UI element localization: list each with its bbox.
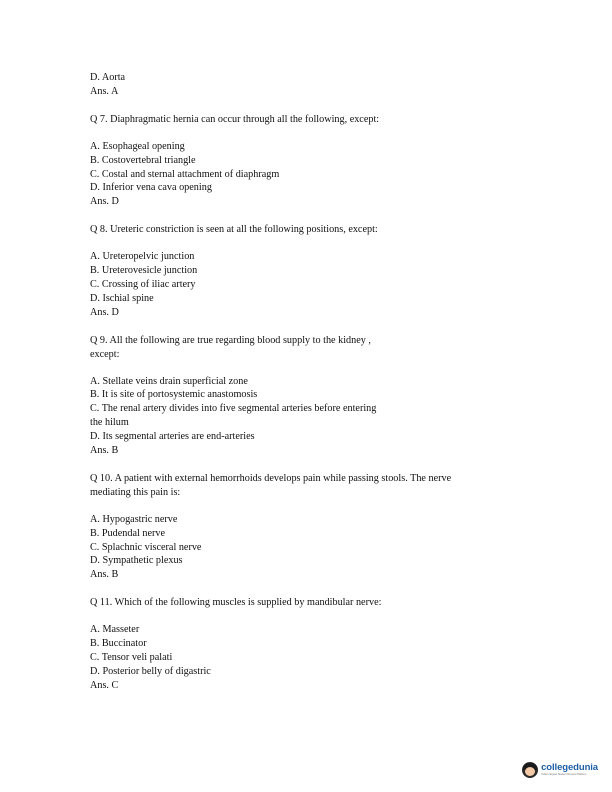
- question-text: Q 7. Diaphragmatic hernia can occur through all the following, except:: [90, 113, 380, 125]
- question-text: Q 10. A patient with external hemorrhoids develops pain while passing stools. The nerve: [90, 472, 452, 484]
- option-text: D. Posterior belly of digastric: [90, 665, 211, 677]
- option-text-continued: the hilum: [90, 417, 129, 429]
- option-text: A. Ureteropelvic junction: [90, 251, 195, 263]
- option-text: A. Stellate veins drain superficial zone: [90, 375, 248, 387]
- question-text-continued: except:: [90, 348, 120, 360]
- question-block-9: [90, 334, 530, 458]
- option-text: A. Hypogastric nerve: [90, 513, 178, 525]
- answer-text: Ans. D: [90, 196, 119, 208]
- question-block-7: [90, 113, 530, 209]
- option-text: D. Ischial spine: [90, 292, 154, 304]
- option-text: D. Sympathetic plexus: [90, 555, 183, 567]
- logo-name: collegedunia: [541, 762, 598, 774]
- option-text: B. Costovertebral triangle: [90, 154, 196, 166]
- lead-block: [90, 71, 530, 99]
- question-text: Q 9. All the following are true regarding blood supply to the kidney ,: [90, 334, 371, 346]
- option-text: C. Crossing of iliac artery: [90, 278, 196, 290]
- collegedunia-logo: [522, 762, 598, 778]
- option-text: D. Inferior vena cava opening: [90, 182, 212, 194]
- answer-text: Ans. B: [90, 445, 119, 457]
- mascot-icon: [522, 762, 538, 778]
- option-text: C. Costal and sternal attachment of diaphragm: [90, 168, 280, 180]
- logo-tagline: India's largest Student Review Platform: [541, 772, 587, 776]
- option-text: C. The renal artery divides into five segmental arteries before entering: [90, 403, 377, 415]
- option-text: B. Buccinator: [90, 638, 147, 650]
- question-text: Q 11. Which of the following muscles is supplied by mandibular nerve:: [90, 597, 382, 609]
- option-text: C. Tensor veli palati: [90, 652, 173, 663]
- answer-text: Ans. A: [90, 85, 119, 97]
- answer-text: Ans. B: [90, 569, 119, 581]
- question-list: [90, 71, 530, 693]
- answer-text: Ans. D: [90, 306, 119, 318]
- question-text-continued: mediating this pain is:: [90, 486, 181, 498]
- option-text: B. Pudendal nerve: [90, 527, 165, 539]
- logo-text: [541, 763, 598, 776]
- option-text: A. Masseter: [90, 624, 140, 636]
- option-text: D. Aorta: [90, 72, 126, 83]
- option-text: B. Ureterovesicle junction: [90, 265, 198, 277]
- option-text: C. Splachnic visceral nerve: [90, 541, 202, 553]
- option-text: D. Its segmental arteries are end-arteries: [90, 431, 255, 443]
- question-block-8: [90, 223, 530, 319]
- answer-text: Ans. C: [90, 679, 119, 691]
- question-text: Q 8. Ureteric constriction is seen at all the following positions, except:: [90, 224, 378, 236]
- question-block-10: [90, 472, 530, 582]
- option-text: A. Esophageal opening: [90, 140, 185, 152]
- option-text: B. It is site of portosystemic anastomosis: [90, 389, 258, 401]
- question-block-11: [90, 596, 530, 692]
